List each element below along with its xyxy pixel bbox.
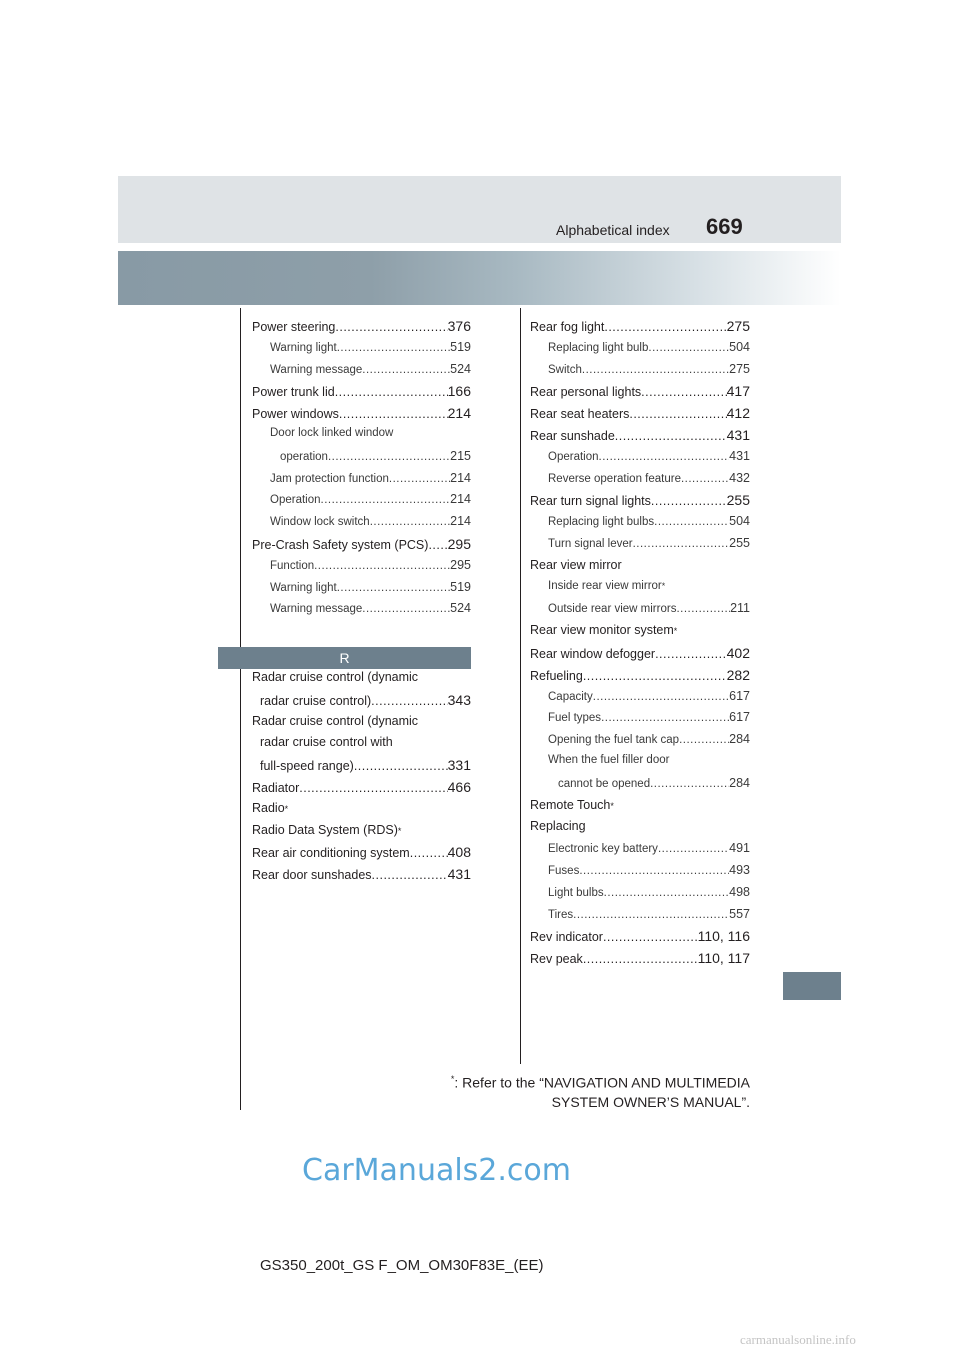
index-term: When the fuel filler door bbox=[548, 754, 670, 766]
index-term: Rear turn signal lights bbox=[530, 494, 651, 509]
leader-dots bbox=[650, 778, 729, 790]
index-term: cannot be opened bbox=[558, 777, 651, 790]
index-term: Replacing light bulb bbox=[548, 341, 649, 354]
page-reference[interactable]: 519 bbox=[450, 339, 471, 354]
index-entry bbox=[530, 318, 750, 334]
footnote-star-marker: * bbox=[673, 626, 678, 637]
page-reference[interactable]: 282 bbox=[726, 666, 750, 683]
index-subentry bbox=[270, 514, 471, 528]
index-subentry bbox=[270, 580, 471, 594]
index-entry bbox=[530, 667, 750, 683]
leader-dots bbox=[321, 494, 451, 506]
page-reference[interactable]: 376 bbox=[447, 318, 471, 334]
footnote-star-marker: * bbox=[610, 800, 614, 811]
leader-dots bbox=[599, 451, 730, 463]
index-term: Rear fog light bbox=[530, 320, 605, 334]
index-term: Replacing bbox=[530, 819, 586, 834]
leader-dots bbox=[354, 759, 448, 773]
index-term: Warning message bbox=[270, 603, 363, 616]
index-term: Opening the fuel tank cap bbox=[548, 734, 680, 747]
index-subentry bbox=[548, 885, 750, 899]
index-entry bbox=[252, 670, 418, 684]
page-reference[interactable]: 255 bbox=[729, 536, 750, 550]
page-reference[interactable]: 432 bbox=[729, 470, 750, 485]
index-entry bbox=[530, 623, 677, 637]
index-subentry bbox=[548, 449, 750, 463]
index-term: Rear view monitor system bbox=[530, 623, 674, 638]
index-entry bbox=[252, 318, 471, 334]
index-entry bbox=[530, 558, 622, 572]
index-term: Remote Touch bbox=[530, 797, 611, 812]
page-reference[interactable]: 417 bbox=[726, 383, 750, 400]
page-reference[interactable]: 214 bbox=[447, 405, 471, 422]
page-reference[interactable]: 431 bbox=[729, 448, 750, 463]
leader-dots bbox=[370, 516, 450, 528]
index-entry bbox=[530, 645, 750, 661]
watermark-logo[interactable]: CarManuals2.com bbox=[302, 1153, 572, 1188]
index-subentry bbox=[270, 492, 471, 506]
index-term: Operation bbox=[548, 450, 599, 463]
index-subentry bbox=[548, 471, 750, 485]
leader-dots bbox=[579, 865, 729, 877]
page-reference[interactable]: 110, 116 bbox=[697, 928, 750, 945]
index-term: radar cruise control) bbox=[260, 693, 372, 708]
index-term: Operation bbox=[270, 494, 321, 507]
leader-dots bbox=[615, 429, 727, 443]
index-term: Tires bbox=[548, 908, 574, 921]
index-subentry bbox=[548, 841, 750, 855]
leader-dots bbox=[314, 560, 450, 572]
leader-dots bbox=[648, 342, 729, 354]
index-term: operation bbox=[280, 450, 328, 463]
index-subentry bbox=[548, 863, 750, 877]
leader-dots bbox=[629, 407, 726, 421]
page-reference[interactable]: 412 bbox=[726, 405, 750, 422]
page-reference[interactable]: 524 bbox=[450, 361, 471, 376]
index-term: Power steering bbox=[252, 320, 336, 334]
index-entry bbox=[530, 798, 614, 812]
index-entry bbox=[260, 757, 471, 773]
index-term: Outside rear view mirrors bbox=[548, 603, 677, 616]
leader-dots bbox=[593, 691, 729, 703]
index-entry bbox=[260, 692, 471, 708]
header-title: Alphabetical index bbox=[556, 222, 670, 238]
index-entry bbox=[252, 536, 471, 552]
index-term: Replacing light bulbs bbox=[548, 516, 655, 529]
leader-dots bbox=[582, 364, 729, 376]
header-banner bbox=[118, 251, 841, 305]
leader-dots bbox=[573, 909, 729, 921]
index-entry bbox=[530, 492, 750, 508]
page-reference[interactable]: 519 bbox=[450, 579, 471, 594]
index-entry bbox=[252, 844, 471, 860]
leader-dots bbox=[654, 516, 729, 528]
index-term: Radar cruise control (dynamic bbox=[252, 670, 419, 684]
index-term: Fuel types bbox=[548, 712, 602, 725]
page-reference[interactable]: 431 bbox=[726, 427, 750, 443]
leader-dots bbox=[371, 694, 447, 708]
page-reference[interactable]: 617 bbox=[729, 710, 750, 725]
index-term: Power windows bbox=[252, 407, 339, 422]
footnote-line-1: : Refer to the “NAVIGATION AND MULTIMEDIA bbox=[454, 1074, 750, 1091]
page-reference[interactable]: 275 bbox=[726, 318, 750, 334]
index-subentry bbox=[270, 427, 393, 439]
index-term: Radar cruise control (dynamic bbox=[252, 713, 419, 728]
index-term: Refueling bbox=[530, 668, 583, 683]
leader-dots bbox=[604, 887, 730, 899]
index-subentry bbox=[548, 601, 750, 615]
index-term: Rear door sunshades bbox=[252, 868, 372, 883]
index-term: Capacity bbox=[548, 690, 593, 703]
index-subentry bbox=[548, 754, 669, 766]
footnote-line-2: SYSTEM OWNER’S MANUAL”. bbox=[551, 1093, 750, 1110]
leader-dots bbox=[362, 364, 450, 376]
leader-dots bbox=[679, 734, 729, 746]
page-reference[interactable]: 214 bbox=[450, 470, 471, 485]
leader-dots bbox=[681, 473, 729, 485]
index-term: Rev peak bbox=[530, 952, 583, 967]
leader-dots bbox=[410, 846, 448, 860]
leader-dots bbox=[658, 843, 729, 855]
index-subentry bbox=[548, 580, 665, 592]
page-reference[interactable]: 215 bbox=[450, 448, 471, 463]
footnote-star-marker: * bbox=[661, 580, 666, 591]
footnote bbox=[451, 1070, 750, 1112]
leader-dots bbox=[651, 494, 727, 508]
index-term: Rear window defogger bbox=[530, 647, 656, 661]
index-subentry bbox=[270, 362, 471, 376]
index-term: Fuses bbox=[548, 865, 580, 877]
index-term: Power trunk lid bbox=[252, 385, 335, 400]
index-entry bbox=[530, 928, 750, 944]
index-term: Function bbox=[270, 559, 315, 572]
index-subentry bbox=[548, 907, 750, 921]
page-reference[interactable]: 214 bbox=[450, 492, 471, 507]
index-entry bbox=[252, 714, 418, 728]
leader-dots bbox=[633, 538, 730, 550]
model-code: GS350_200t_GS F_OM_OM30F83E_(EE) bbox=[260, 1257, 544, 1274]
index-term: Inside rear view mirror bbox=[548, 579, 662, 592]
page-reference[interactable]: 331 bbox=[447, 757, 471, 774]
page-reference[interactable]: 504 bbox=[729, 514, 750, 529]
page-reference[interactable]: 408 bbox=[447, 844, 471, 861]
page-reference[interactable]: 491 bbox=[729, 841, 750, 856]
index-subentry bbox=[548, 362, 750, 376]
index-term: Rev indicator bbox=[530, 930, 603, 945]
leader-dots bbox=[335, 385, 448, 399]
index-entry bbox=[252, 383, 471, 399]
index-entry bbox=[252, 801, 288, 815]
index-subentry bbox=[270, 601, 471, 615]
index-term: Light bulbs bbox=[548, 886, 604, 899]
leader-dots bbox=[299, 781, 447, 795]
page-reference[interactable]: 504 bbox=[729, 339, 750, 354]
page-reference[interactable]: 498 bbox=[729, 884, 750, 899]
index-entry bbox=[530, 427, 750, 443]
page-reference[interactable]: 110, 117 bbox=[697, 950, 750, 967]
index-subentry bbox=[270, 471, 471, 485]
leader-dots bbox=[362, 603, 450, 615]
leader-dots bbox=[603, 930, 698, 944]
middle-column-divider bbox=[520, 308, 521, 1064]
index-term: Reverse operation feature bbox=[548, 472, 681, 485]
index-term: Pre-Crash Safety system (PCS) bbox=[252, 538, 429, 552]
index-term: Window lock switch bbox=[270, 516, 370, 529]
index-term: Switch bbox=[548, 363, 582, 376]
page-reference[interactable]: 284 bbox=[729, 732, 750, 747]
left-column-divider bbox=[240, 308, 241, 1110]
page-reference[interactable]: 466 bbox=[447, 779, 471, 795]
index-subentry bbox=[558, 776, 750, 790]
leader-dots bbox=[372, 868, 448, 882]
page-reference[interactable]: 493 bbox=[729, 863, 750, 877]
index-term: Warning light bbox=[270, 581, 337, 594]
leader-dots bbox=[339, 407, 448, 421]
index-subentry bbox=[270, 340, 471, 354]
page-reference[interactable]: 343 bbox=[447, 691, 471, 708]
page-reference[interactable]: 211 bbox=[730, 601, 750, 616]
index-term: Warning message bbox=[270, 363, 363, 376]
index-term: Radiator bbox=[252, 781, 300, 795]
page-number: 669 bbox=[706, 214, 743, 239]
index-subentry bbox=[280, 449, 471, 463]
leader-dots bbox=[583, 952, 698, 966]
leader-dots bbox=[676, 603, 730, 615]
index-term: Turn signal lever bbox=[548, 538, 633, 550]
index-entry bbox=[530, 383, 750, 399]
index-subentry bbox=[548, 536, 750, 550]
page-reference[interactable]: 295 bbox=[450, 557, 471, 572]
index-subentry bbox=[548, 514, 750, 528]
leader-dots bbox=[583, 669, 727, 683]
index-term: Jam protection function bbox=[270, 472, 389, 485]
index-term: Radio Data System (RDS) bbox=[252, 822, 398, 837]
leader-dots bbox=[604, 320, 726, 334]
leader-dots bbox=[337, 582, 450, 594]
index-entry bbox=[260, 735, 393, 749]
footnote-star-marker: * bbox=[397, 825, 402, 836]
index-term: Radio bbox=[252, 800, 285, 815]
leader-dots bbox=[641, 385, 726, 399]
watermark-site[interactable]: carmanualsonline.info bbox=[740, 1332, 856, 1347]
index-term: Rear view mirror bbox=[530, 557, 622, 572]
page-reference[interactable]: 275 bbox=[729, 361, 750, 376]
leader-dots bbox=[389, 473, 450, 485]
index-entry bbox=[252, 823, 401, 837]
leader-dots bbox=[337, 342, 450, 354]
page-reference[interactable]: 617 bbox=[729, 688, 750, 703]
footnote-star-marker: * bbox=[284, 803, 289, 814]
page-reference[interactable]: 166 bbox=[447, 383, 471, 400]
index-subentry bbox=[548, 689, 750, 703]
section-letter-r: R bbox=[218, 647, 471, 669]
index-term: Electronic key battery bbox=[548, 843, 658, 856]
index-subentry bbox=[270, 558, 471, 572]
index-entry bbox=[530, 819, 586, 833]
index-entry bbox=[530, 405, 750, 421]
page-reference[interactable]: 295 bbox=[447, 536, 471, 552]
index-term: Warning light bbox=[270, 341, 337, 354]
leader-dots bbox=[335, 320, 447, 334]
index-subentry bbox=[548, 710, 750, 724]
footnote-star: * bbox=[450, 1074, 455, 1084]
page-reference[interactable]: 284 bbox=[729, 775, 750, 790]
index-entry bbox=[252, 866, 471, 882]
index-subentry bbox=[548, 340, 750, 354]
index-subentry bbox=[548, 732, 750, 746]
page-reference[interactable]: 524 bbox=[450, 601, 471, 616]
page-reference[interactable]: 214 bbox=[450, 514, 471, 529]
index-entry bbox=[530, 950, 750, 966]
leader-dots bbox=[601, 712, 729, 724]
index-term: radar cruise control with bbox=[260, 735, 393, 750]
index-term: Door lock linked window bbox=[270, 427, 394, 439]
index-term: Rear seat heaters bbox=[530, 407, 630, 422]
leader-dots bbox=[328, 451, 450, 463]
index-entry bbox=[252, 405, 471, 421]
page-reference[interactable]: 557 bbox=[729, 906, 750, 921]
page-reference[interactable]: 402 bbox=[726, 645, 750, 661]
leader-dots bbox=[428, 538, 447, 552]
leader-dots bbox=[655, 647, 727, 661]
index-term: Rear personal lights bbox=[530, 385, 642, 400]
index-entry bbox=[252, 779, 471, 795]
chapter-side-tab bbox=[783, 972, 841, 1000]
index-term: Rear air conditioning system bbox=[252, 846, 410, 861]
page-reference[interactable]: 255 bbox=[726, 492, 750, 509]
index-term: Rear sunshade bbox=[530, 429, 615, 443]
index-term: full-speed range) bbox=[260, 759, 354, 774]
page-reference[interactable]: 431 bbox=[447, 866, 471, 883]
